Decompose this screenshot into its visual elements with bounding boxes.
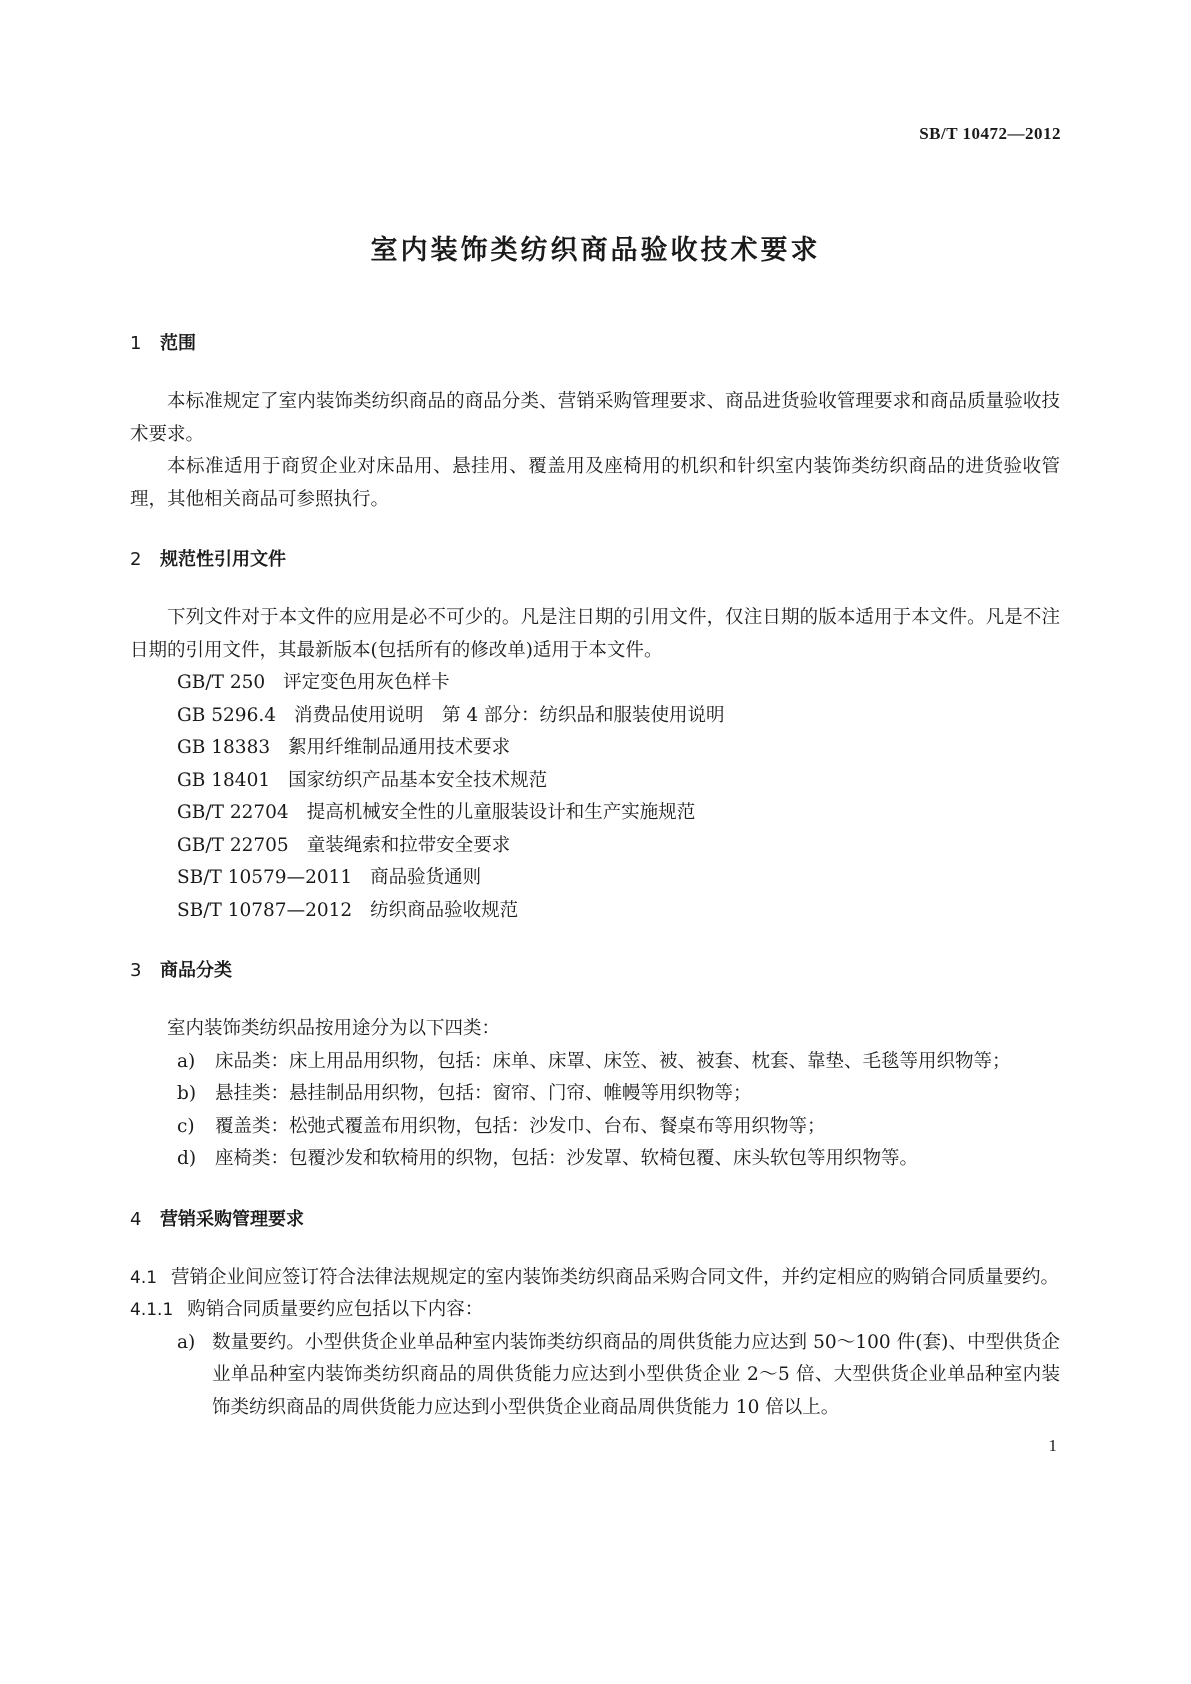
list-item-label: c): [177, 1115, 195, 1137]
list-item-text: 悬挂类：悬挂制品用织物，包括：窗帘、门帘、帷幔等用织物等；: [215, 1083, 752, 1104]
list-item: [130, 1046, 1060, 1079]
paragraph: 本标准适用于商贸企业对床品用、悬挂用、覆盖用及座椅用的机织和针织室内装饰类纺织商品的进货验收管理，其他相关商品可参照执行。: [130, 456, 1060, 510]
clause-text: 购销合同质量要约应包括以下内容：: [187, 1299, 484, 1320]
reference-code: SB/T 10579—2011: [177, 867, 353, 888]
page-number: 1: [1048, 1436, 1057, 1455]
reference-code: GB/T 250: [177, 672, 266, 693]
reference-title: 絮用纤维制品通用技术要求: [288, 737, 511, 758]
reference-title: 国家纺织产品基本安全技术规范: [288, 769, 548, 791]
reference-code: GB 18401: [177, 769, 271, 791]
section-heading-procurement: [130, 1204, 1060, 1236]
list-item: [130, 1143, 1060, 1176]
reference-item: [130, 862, 1060, 895]
list-item: [130, 1327, 1060, 1425]
reference-code: GB 18383: [177, 737, 271, 758]
section-title: 规范性引用文件: [160, 549, 286, 570]
section-title: 商品分类: [160, 960, 232, 981]
paragraph: 下列文件对于本文件的应用是必不可少的。凡是注日期的引用文件，仅注日期的版本适用于本文件。凡是不注日期的引用文件，其最新版本(包括所有的修改单)适用于本文件。: [130, 607, 1060, 661]
list-item-label: a): [177, 1331, 196, 1353]
list-item: [130, 1078, 1060, 1111]
standard-code: SB/T 10472—2012: [919, 124, 1061, 143]
paragraph: 室内装饰类纺织品按用途分为以下四类：: [167, 1018, 501, 1039]
reference-title: 提高机械安全性的儿童服装设计和生产实施规范: [306, 802, 696, 823]
section-number: 4: [130, 1208, 142, 1230]
reference-item: [130, 797, 1060, 830]
section-number: 3: [130, 960, 142, 981]
list-item-label: a): [177, 1050, 196, 1072]
reference-item: [130, 765, 1060, 798]
list-item-text: 数量要约。小型供货企业单品种室内装饰类纺织商品的周供货能力应达到 50～100 件(套)、中型供货企业单品种室内装饰类纺织商品的周供货能力应达到小型供货企业 2～5 倍、大型供货企业单品种室内装饰类纺织商品的周供货能力应达到小型供货企业商品周供货能力 10 倍以上。: [212, 1331, 1060, 1418]
reference-item: [130, 830, 1060, 863]
reference-title: 评定变色用灰色样卡: [283, 672, 450, 693]
reference-code: GB/T 22704: [177, 802, 289, 823]
reference-title: 纺织商品验收规范: [370, 899, 519, 921]
section-title: 营销采购管理要求: [160, 1208, 304, 1230]
reference-code: GB 5296.4: [177, 704, 276, 726]
reference-code: SB/T 10787—2012: [177, 899, 353, 921]
document-title: 室内装饰类纺织商品验收技术要求: [370, 235, 821, 266]
section-heading-classification: [130, 955, 1060, 987]
reference-item: [130, 700, 1060, 733]
paragraph: 本标准规定了室内装饰类纺织商品的商品分类、营销采购管理要求、商品进货验收管理要求和商品质量验收技术要求。: [130, 391, 1060, 445]
list-item: [130, 1111, 1060, 1144]
reference-title: 商品验货通则: [370, 867, 482, 888]
reference-item: [130, 895, 1060, 928]
list-item-label: d): [177, 1148, 197, 1169]
section-heading-normative-references: [130, 544, 1060, 576]
reference-title: 童装绳索和拉带安全要求: [306, 834, 511, 856]
reference-item: [130, 732, 1060, 765]
clause: [130, 1294, 1060, 1327]
reference-title: 消费品使用说明 第 4 部分：纺织品和服装使用说明: [294, 704, 725, 726]
clause-text: 营销企业间应签订符合法律法规规定的室内装饰类纺织商品采购合同文件，并约定相应的购销合同质量要约。: [171, 1266, 1060, 1288]
section-number: 2: [130, 549, 142, 570]
section-heading-scope: [130, 328, 1060, 360]
reference-item: [130, 667, 1060, 700]
reference-code: GB/T 22705: [177, 834, 289, 856]
list-item-text: 座椅类：包覆沙发和软椅用的织物，包括：沙发罩、软椅包覆、床头软包等用织物等。: [215, 1148, 919, 1169]
list-item-text: 床品类：床上用品用织物，包括：床单、床罩、床笠、被、被套、枕套、靠垫、毛毯等用织物等；: [215, 1050, 1011, 1072]
list-item-text: 覆盖类：松弛式覆盖布用织物，包括：沙发巾、台布、餐桌布等用织物等；: [215, 1115, 826, 1137]
document-body: [130, 328, 1060, 1424]
clause-number: 4.1: [130, 1267, 158, 1288]
section-title: 范围: [160, 333, 196, 354]
section-number: 1: [130, 333, 142, 354]
list-item-label: b): [177, 1083, 197, 1104]
clause-number: 4.1.1: [130, 1300, 174, 1320]
clause: [130, 1262, 1060, 1295]
